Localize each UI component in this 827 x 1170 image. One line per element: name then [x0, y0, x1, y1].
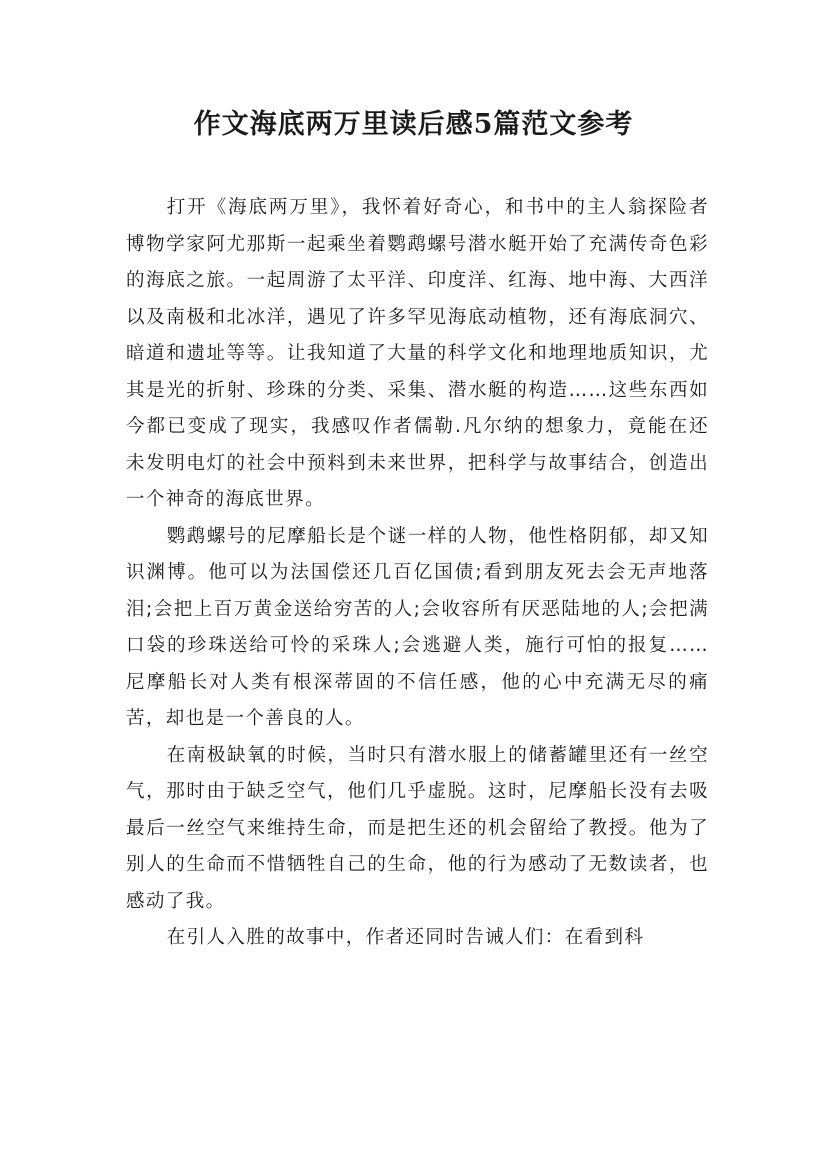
paragraph-3: 在南极缺氧的时候，当时只有潜水服上的储蓄罐里还有一丝空气，那时由于缺乏空气，他们几乎虚脱。这时，尼摩船长没有去吸最后一丝空气来维持生命，而是把生还的机会留给了教授。他为了别人的生命而不惜牺牲自己的生命，他的行为感动了无数读者，也感动了我。 — [126, 744, 709, 912]
document-body — [126, 190, 709, 957]
paragraph-2: 鹦鹉螺号的尼摩船长是个谜一样的人物，他性格阴郁，却又知识渊博。他可以为法国偿还几百亿国债;看到朋友死去会无声地落泪;会把上百万黄金送给穷苦的人;会收容所有厌恶陆地的人;会把满口袋的珍珠送给可怜的采珠人;会逃避人类，施行可怕的报复……尼摩船长对人类有根深蒂固的不信任感，他的心中充满无尽的痛苦，却也是一个善良的人。 — [126, 525, 709, 729]
paragraph-4: 在引人入胜的故事中，作者还同时告诫人们：在看到科 — [166, 927, 645, 948]
document-title: 作文海底两万里读后感5篇范文参考 — [193, 109, 634, 140]
paragraph-1: 打开《海底两万里》，我怀着好奇心，和书中的主人翁探险者博物学家阿尤那斯一起乘坐着鹦鹉螺号潜水艇开始了充满传奇色彩的海底之旅。一起周游了太平洋、印度洋、红海、地中海、大西洋以及南极和北冰洋，遇见了许多罕见海底动植物，还有海底洞穴、暗道和遗址等等。让我知道了大量的科学文化和地理地质知识，尤其是光的折射、珍珠的分类、采集、潜水艇的构造……这些东西如今都已变成了现实，我感叹作者儒勒.凡尔纳的想象力，竟能在还未发明电灯的社会中预料到未来世界，把科学与故事结合，创造出一个神奇的海底世界。 — [126, 197, 709, 510]
